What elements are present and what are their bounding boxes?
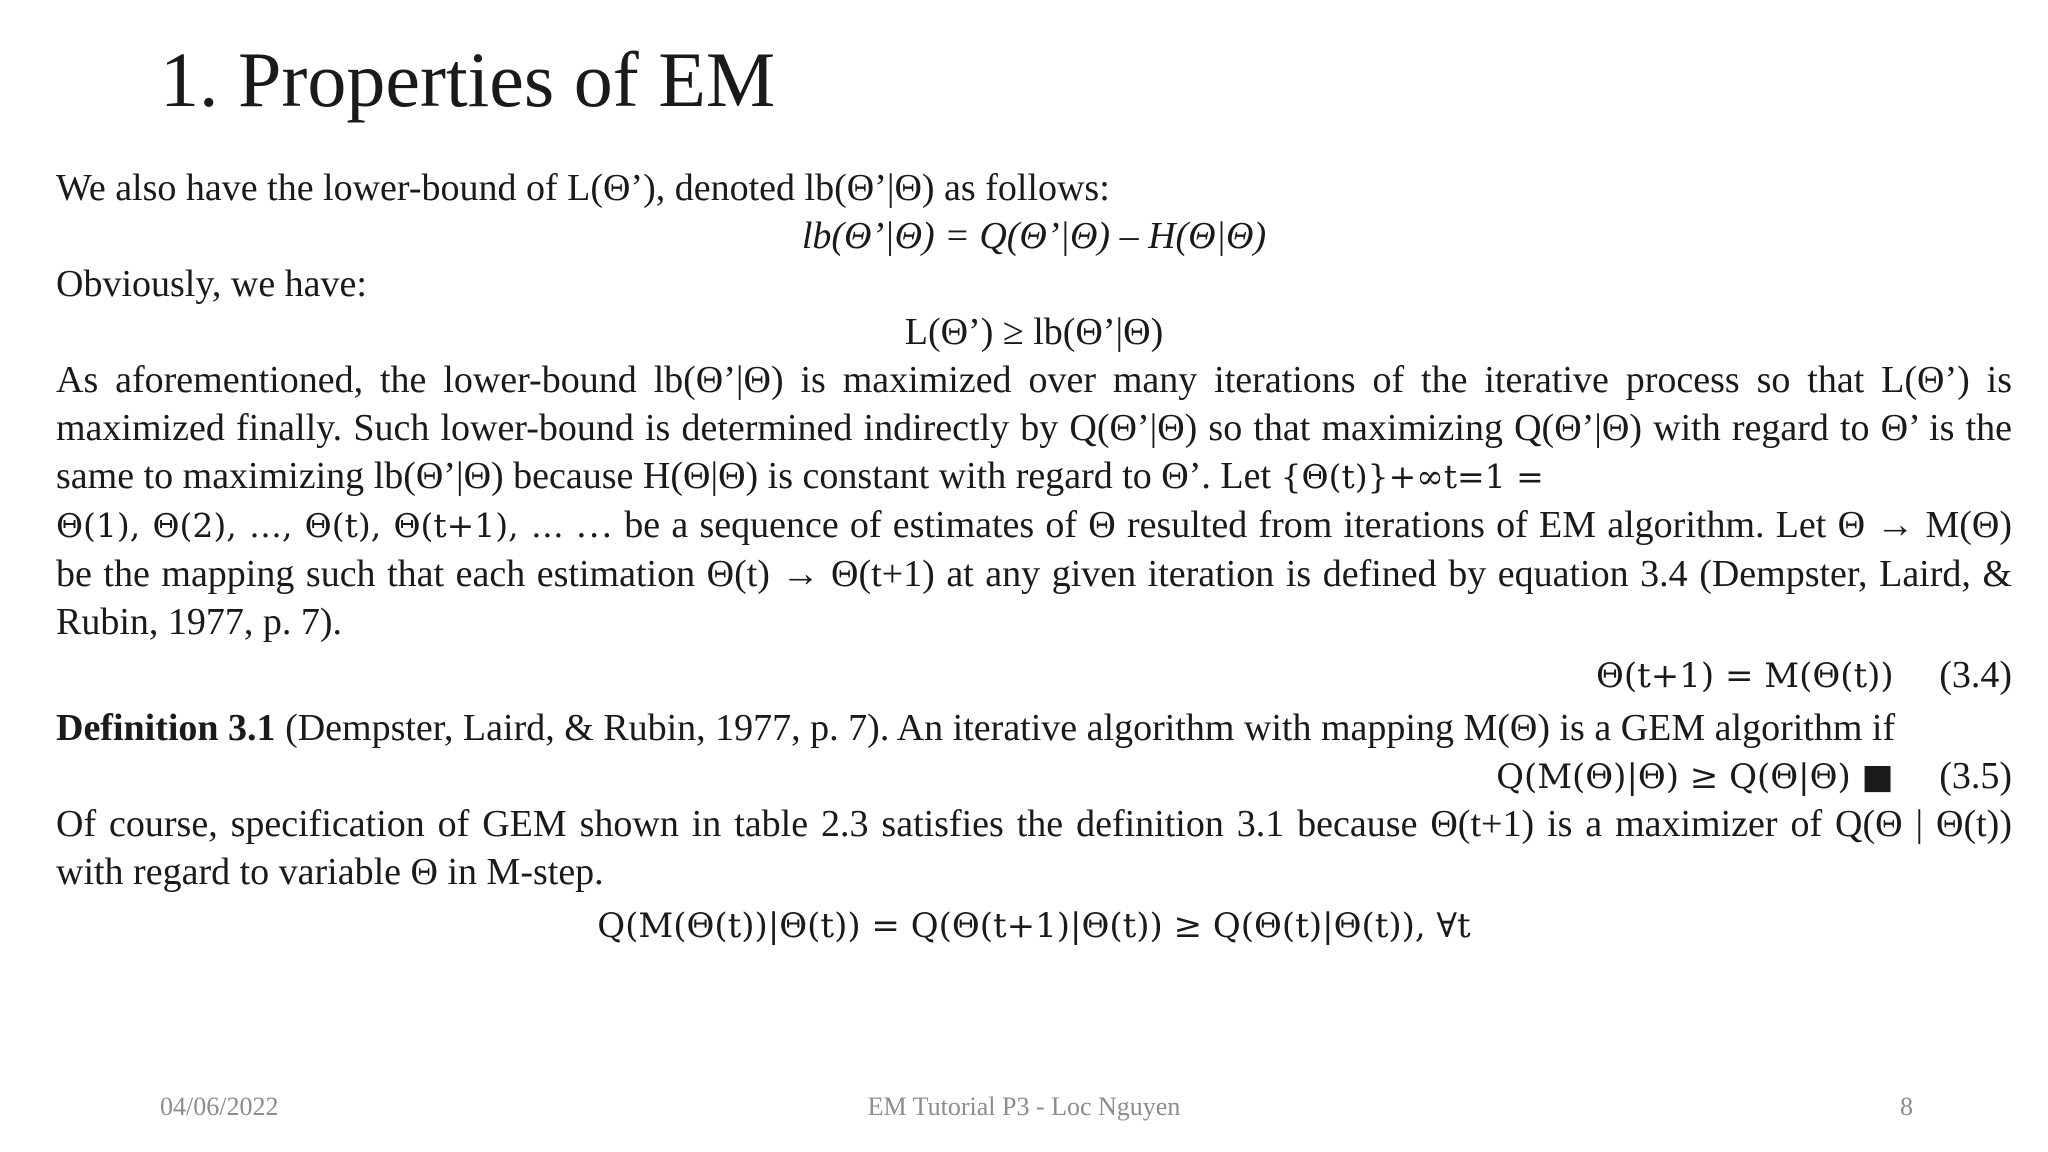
footer-date: 04/06/2022 — [160, 1092, 279, 1121]
equation-inequality-text: L(Θ’) ≥ lb(Θ’|Θ) — [904, 311, 1164, 353]
footer-page-number: 8 — [1900, 1092, 1913, 1121]
equation-3-4-number: (3.4) — [1939, 654, 2012, 696]
slide-body — [56, 164, 2012, 954]
equation-3-4-expression: Θ(t+1) = M(Θ(t)) — [1595, 656, 1894, 696]
slide-title: 1. Properties of EM — [160, 36, 776, 123]
equation-final — [56, 896, 2012, 954]
paragraph-aforementioned — [56, 356, 2012, 501]
equation-lower-bound — [56, 212, 2012, 260]
paragraph-aforementioned-text: As aforementioned, the lower-bound lb(Θ’|Θ) is maximized over many iterations of the iterative process so that L(Θ’) is maximized finally. Such lower-bound is determined indirectly by Q(Θ’|Θ) so that maximizing Q(Θ’|Θ) with regard to Θ’ is the same to maximizing lb(Θ’|Θ) because H(Θ|Θ) is constant with regard to Θ’. Let — [56, 359, 2012, 497]
definition-text: (Dempster, Laird, & Rubin, 1977, p. 7). An iterative algorithm with mapping M(Θ) is a GEM algorithm if — [285, 707, 1896, 749]
equation-3-5 — [56, 752, 2012, 800]
definition-label: Definition 3.1 — [56, 707, 276, 749]
paragraph-obviously: Obviously, we have: — [56, 263, 367, 305]
definition-3-1 — [56, 704, 2012, 752]
equation-lower-bound-text: lb(Θ’|Θ) = Q(Θ’|Θ) – H(Θ|Θ) — [801, 215, 1267, 257]
sequence-expression: Θ(1), Θ(2), …, Θ(t), Θ(t+1), … — [56, 506, 564, 545]
paragraph-sequence — [56, 501, 2012, 646]
equation-3-4 — [56, 646, 2012, 704]
paragraph-gem-specification: Of course, specification of GEM shown in table 2.3 satisfies the definition 3.1 because Θ(t+1) is a maximizer of Q(Θ | Θ(t)) with regard to variable Θ in M-step. — [56, 803, 2012, 893]
equation-inequality — [56, 308, 2012, 356]
equation-3-5-expression: Q(M(Θ)|Θ) ≥ Q(Θ|Θ) ■ — [1496, 757, 1894, 797]
equation-final-expression: Q(M(Θ(t))|Θ(t)) = Q(Θ(t+1)|Θ(t)) ≥ Q(Θ(t)|Θ(t)), ∀t — [597, 906, 1471, 946]
paragraph-sequence-text: … be a sequence of estimates of Θ resulted from iterations of EM algorithm. Let Θ → M(Θ) be the mapping such that each estimation Θ(t) → Θ(t+1) at any given iteration is defined by equation 3.4 (Dempster, Laird, & Rubin, 1977, p. 7). — [56, 504, 2012, 643]
sequence-set-expression: {Θ(t)}+∞t=1 = — [1280, 457, 1544, 496]
footer-title: EM Tutorial P3 - Loc Nguyen — [867, 1092, 1181, 1121]
equation-3-5-number: (3.5) — [1939, 755, 2012, 797]
paragraph-lower-bound: We also have the lower-bound of L(Θ’), denoted lb(Θ’|Θ) as follows: — [56, 167, 1110, 209]
